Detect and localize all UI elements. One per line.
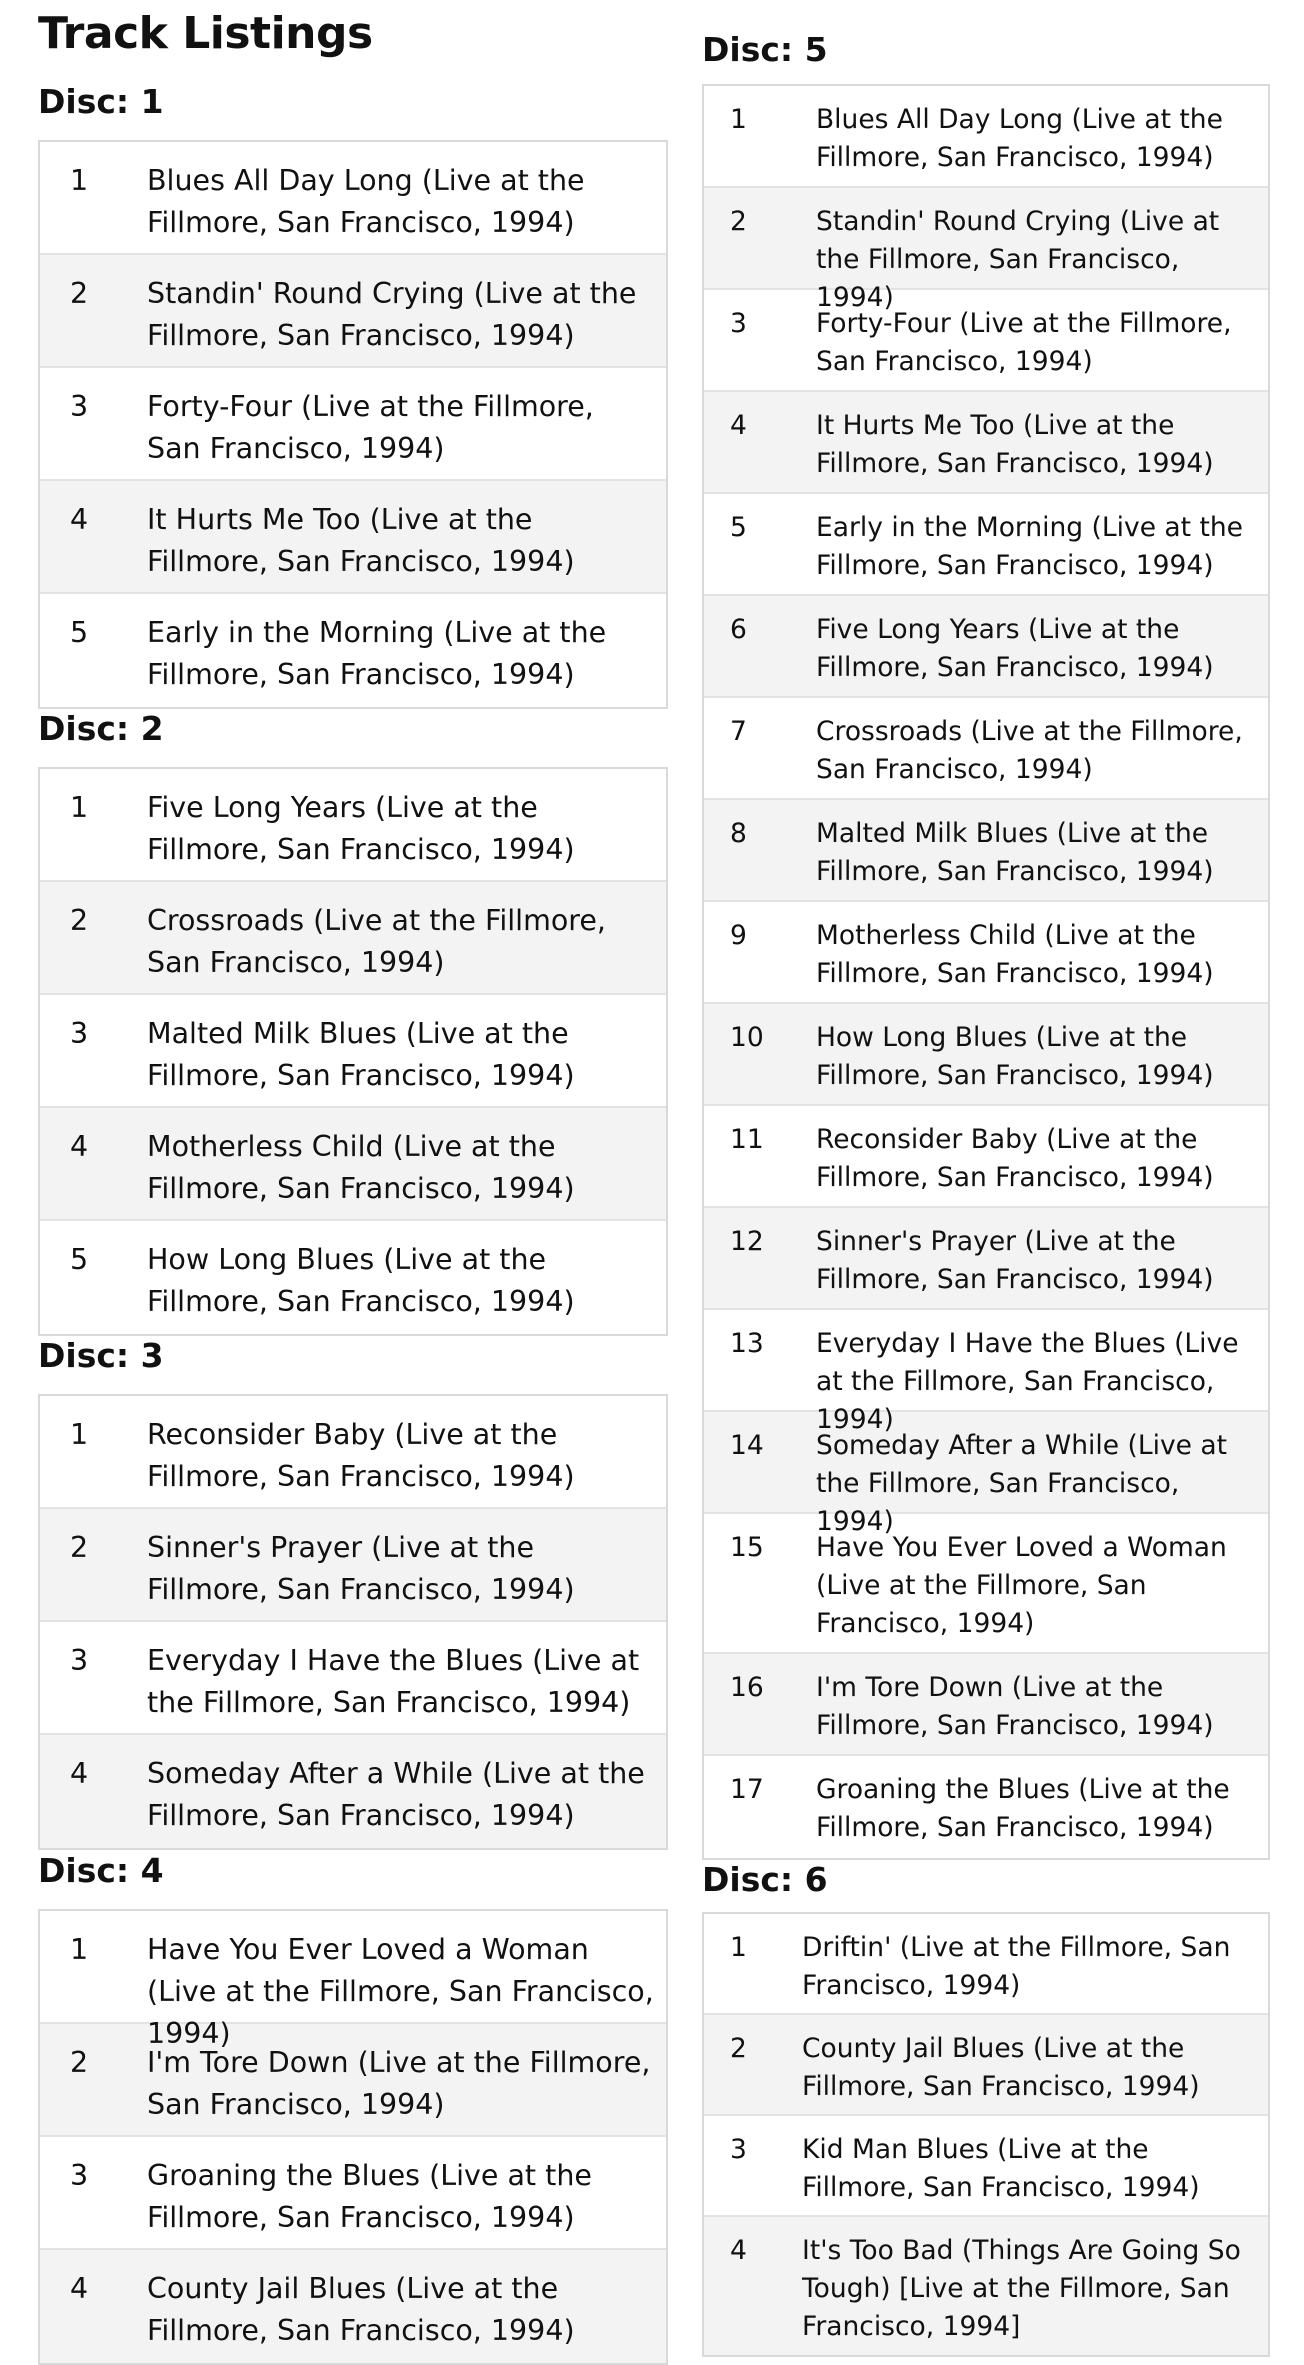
- track-title: Early in the Morning (Live at the Fillmore, San Francisco, 1994): [147, 616, 607, 691]
- track-title: Blues All Day Long (Live at the Fillmore, San Francisco, 1994): [816, 104, 1223, 173]
- disc-6-heading: Disc: 6: [702, 1860, 828, 1899]
- track-title: I'm Tore Down (Live at the Fillmore, San Francisco, 1994): [147, 2046, 651, 2121]
- track-row[interactable]: [40, 594, 666, 707]
- track-title: How Long Blues (Live at the Fillmore, San Francisco, 1994): [147, 1243, 575, 1318]
- track-number: 1: [70, 164, 89, 197]
- disc-4-heading: Disc: 4: [38, 1851, 164, 1890]
- disc-1-heading: Disc: 1: [38, 82, 164, 121]
- track-title: Malted Milk Blues (Live at the Fillmore, San Francisco, 1994): [816, 818, 1214, 887]
- track-row[interactable]: [704, 290, 1268, 392]
- track-number: 3: [730, 2134, 747, 2165]
- track-number: 1: [730, 104, 747, 135]
- track-title: Malted Milk Blues (Live at the Fillmore, San Francisco, 1994): [147, 1017, 575, 1092]
- disc-6-track-table: [702, 1912, 1270, 2357]
- track-number: 4: [730, 410, 747, 441]
- track-title: Five Long Years (Live at the Fillmore, San Francisco, 1994): [147, 791, 575, 866]
- track-row[interactable]: [704, 2015, 1268, 2116]
- track-row[interactable]: [40, 368, 666, 481]
- track-number: 16: [730, 1672, 764, 1703]
- track-row[interactable]: [704, 1004, 1268, 1106]
- track-row[interactable]: [704, 494, 1268, 596]
- track-number: 2: [70, 277, 89, 310]
- track-number: 3: [70, 390, 89, 423]
- track-title: Groaning the Blues (Live at the Fillmore, San Francisco, 1994): [816, 1774, 1230, 1843]
- disc-4-track-table: [38, 1909, 668, 2365]
- track-row[interactable]: [704, 902, 1268, 1004]
- track-number: 13: [730, 1328, 764, 1359]
- disc-5-track-table: [702, 84, 1270, 1860]
- track-row[interactable]: [704, 698, 1268, 800]
- track-number: 1: [70, 1418, 89, 1451]
- track-row[interactable]: [40, 2250, 666, 2363]
- track-title: Someday After a While (Live at the Fillmore, San Francisco, 1994): [816, 1430, 1227, 1537]
- track-title: Groaning the Blues (Live at the Fillmore, San Francisco, 1994): [147, 2159, 592, 2234]
- track-title: Crossroads (Live at the Fillmore, San Francisco, 1994): [816, 716, 1243, 785]
- track-number: 1: [730, 1932, 747, 1963]
- track-row[interactable]: [704, 1310, 1268, 1435]
- track-row[interactable]: [704, 596, 1268, 698]
- track-number: 2: [70, 2046, 89, 2079]
- track-row[interactable]: [704, 1654, 1268, 1756]
- track-row[interactable]: [704, 392, 1268, 494]
- track-title: How Long Blues (Live at the Fillmore, San Francisco, 1994): [816, 1022, 1214, 1091]
- track-number: 4: [70, 2272, 89, 2305]
- track-number: 5: [70, 1243, 89, 1276]
- track-number: 8: [730, 818, 747, 849]
- track-title: Have You Ever Loved a Woman (Live at the Fillmore, San Francisco, 1994): [816, 1532, 1227, 1639]
- track-row[interactable]: [704, 1106, 1268, 1208]
- track-row[interactable]: [40, 769, 666, 882]
- track-row[interactable]: [40, 1735, 666, 1848]
- track-row[interactable]: [40, 882, 666, 995]
- track-number: 15: [730, 1532, 764, 1563]
- track-title: Everyday I Have the Blues (Live at the Fillmore, San Francisco, 1994): [147, 1644, 640, 1719]
- track-row[interactable]: [704, 800, 1268, 902]
- track-row[interactable]: [40, 995, 666, 1108]
- track-title: Forty-Four (Live at the Fillmore, San Francisco, 1994): [147, 390, 594, 465]
- track-title: Standin' Round Crying (Live at the Fillmore, San Francisco, 1994): [816, 206, 1220, 313]
- track-number: 3: [70, 1017, 89, 1050]
- track-row[interactable]: [704, 1514, 1268, 1654]
- track-title: Have You Ever Loved a Woman (Live at the Fillmore, San Francisco, 1994): [147, 1933, 654, 2050]
- track-row[interactable]: [40, 1221, 666, 1334]
- track-number: 9: [730, 920, 747, 951]
- track-row[interactable]: [40, 255, 666, 368]
- track-title: Driftin' (Live at the Fillmore, San Francisco, 1994): [802, 1932, 1231, 2001]
- track-row[interactable]: [704, 188, 1268, 313]
- track-title: County Jail Blues (Live at the Fillmore, San Francisco, 1994): [147, 2272, 575, 2347]
- track-title: Forty-Four (Live at the Fillmore, San Francisco, 1994): [816, 308, 1232, 377]
- track-row[interactable]: [40, 1509, 666, 1622]
- track-row[interactable]: [40, 1108, 666, 1221]
- track-number: 5: [730, 512, 747, 543]
- track-number: 12: [730, 1226, 764, 1257]
- track-title: Five Long Years (Live at the Fillmore, San Francisco, 1994): [816, 614, 1214, 683]
- track-title: Motherless Child (Live at the Fillmore, San Francisco, 1994): [147, 1130, 575, 1205]
- track-row[interactable]: [704, 1208, 1268, 1310]
- track-number: 3: [70, 1644, 89, 1677]
- track-number: 11: [730, 1124, 764, 1155]
- disc-5-heading: Disc: 5: [702, 30, 828, 69]
- track-number: 14: [730, 1430, 764, 1461]
- track-title: Everyday I Have the Blues (Live at the Fillmore, San Francisco, 1994): [816, 1328, 1239, 1435]
- track-title: Blues All Day Long (Live at the Fillmore, San Francisco, 1994): [147, 164, 585, 239]
- track-title: Motherless Child (Live at the Fillmore, San Francisco, 1994): [816, 920, 1214, 989]
- track-title: Reconsider Baby (Live at the Fillmore, San Francisco, 1994): [816, 1124, 1214, 1193]
- track-number: 2: [730, 206, 747, 237]
- track-title: It Hurts Me Too (Live at the Fillmore, San Francisco, 1994): [147, 503, 575, 578]
- track-row[interactable]: [704, 86, 1268, 188]
- track-number: 7: [730, 716, 747, 747]
- track-number: 4: [730, 2235, 747, 2266]
- disc-2-heading: Disc: 2: [38, 709, 164, 748]
- track-number: 1: [70, 1933, 89, 1966]
- track-row[interactable]: [40, 1396, 666, 1509]
- track-title: Kid Man Blues (Live at the Fillmore, San Francisco, 1994): [802, 2134, 1200, 2203]
- track-title: Sinner's Prayer (Live at the Fillmore, San Francisco, 1994): [147, 1531, 575, 1606]
- track-number: 3: [730, 308, 747, 339]
- track-title: County Jail Blues (Live at the Fillmore, San Francisco, 1994): [802, 2033, 1200, 2102]
- track-title: Sinner's Prayer (Live at the Fillmore, San Francisco, 1994): [816, 1226, 1214, 1295]
- track-title: Standin' Round Crying (Live at the Fillmore, San Francisco, 1994): [147, 277, 637, 352]
- track-title: I'm Tore Down (Live at the Fillmore, San Francisco, 1994): [816, 1672, 1214, 1741]
- track-number: 5: [70, 616, 89, 649]
- track-title: It Hurts Me Too (Live at the Fillmore, San Francisco, 1994): [816, 410, 1214, 479]
- track-row[interactable]: [704, 2217, 1268, 2355]
- disc-1-track-table: [38, 140, 668, 709]
- track-number: 4: [70, 1130, 89, 1163]
- track-row[interactable]: [40, 2137, 666, 2250]
- track-number: 2: [70, 1531, 89, 1564]
- track-row[interactable]: [40, 1911, 666, 2050]
- track-number: 6: [730, 614, 747, 645]
- track-title: Someday After a While (Live at the Fillmore, San Francisco, 1994): [147, 1757, 645, 1832]
- page-title: Track Listings: [38, 8, 373, 59]
- track-number: 17: [730, 1774, 764, 1805]
- track-number: 4: [70, 1757, 89, 1790]
- track-number: 1: [70, 791, 89, 824]
- track-row[interactable]: [40, 481, 666, 594]
- disc-3-heading: Disc: 3: [38, 1336, 164, 1375]
- track-number: 4: [70, 503, 89, 536]
- track-row[interactable]: [40, 2024, 666, 2137]
- track-row[interactable]: [704, 1756, 1268, 1858]
- track-number: 3: [70, 2159, 89, 2192]
- track-row[interactable]: [40, 1622, 666, 1735]
- track-number: 2: [70, 904, 89, 937]
- track-number: 10: [730, 1022, 764, 1053]
- track-row[interactable]: [40, 142, 666, 255]
- track-row[interactable]: [704, 1412, 1268, 1537]
- track-title: Crossroads (Live at the Fillmore, San Francisco, 1994): [147, 904, 606, 979]
- track-row[interactable]: [704, 1914, 1268, 2015]
- track-title: Reconsider Baby (Live at the Fillmore, San Francisco, 1994): [147, 1418, 575, 1493]
- track-title: Early in the Morning (Live at the Fillmore, San Francisco, 1994): [816, 512, 1243, 581]
- track-title: It's Too Bad (Things Are Going So Tough) [Live at the Fillmore, San Francisco, 1994]: [802, 2235, 1241, 2342]
- track-row[interactable]: [704, 2116, 1268, 2217]
- track-number: 2: [730, 2033, 747, 2064]
- disc-3-track-table: [38, 1394, 668, 1850]
- disc-2-track-table: [38, 767, 668, 1336]
